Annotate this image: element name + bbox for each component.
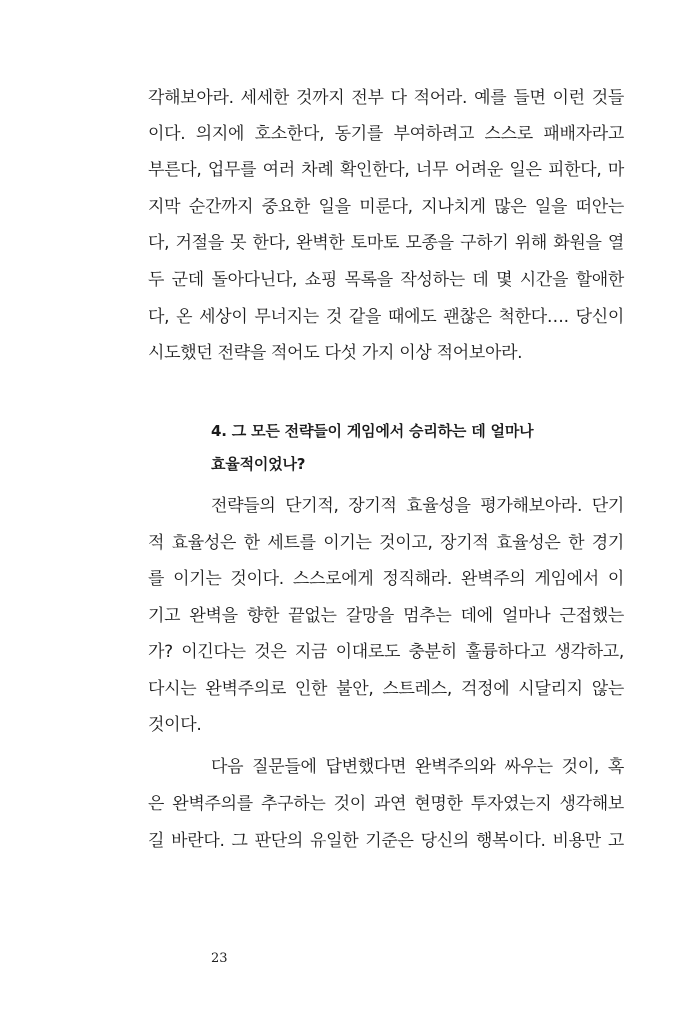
body-text-line: 이다. 의지에 호소한다, 동기를 부여하려고 스스로 패배자라고 xyxy=(148,124,624,144)
body-text-line: 각해보아라. 세세한 것까지 전부 다 적어라. 예를 들면 이런 것들 xyxy=(148,88,624,108)
body-text-line: 두 군데 돌아다닌다, 쇼핑 목록을 작성하는 데 몇 시간을 할애한 xyxy=(148,270,624,290)
page-number: 23 xyxy=(211,951,228,966)
body-text-line: 시도했던 전략을 적어도 다섯 가지 이상 적어보아라. xyxy=(148,343,523,363)
body-text-line: 를 이기는 것이다. 스스로에게 정직해라. 완벽주의 게임에서 이 xyxy=(148,569,624,589)
body-text-line: 은 완벽주의를 추구하는 것이 과연 현명한 투자였는지 생각해보 xyxy=(148,794,624,814)
body-text-line: 다음 질문들에 답변했다면 완벽주의와 싸우는 것이, 혹 xyxy=(211,757,624,777)
body-text-line: 길 바란다. 그 판단의 유일한 기준은 당신의 행복이다. 비용만 고 xyxy=(148,831,624,851)
body-text-line: 지막 순간까지 중요한 일을 미룬다, 지나치게 많은 일을 떠안는 xyxy=(148,197,624,217)
body-text-line: 것이다. xyxy=(148,715,202,735)
body-text-line: 다, 거절을 못 한다, 완벽한 토마토 모종을 구하기 위해 화원을 열 xyxy=(148,233,624,253)
body-text-line: 적 효율성은 한 세트를 이기는 것이고, 장기적 효율성은 한 경기 xyxy=(148,533,624,553)
body-text-line: 기고 완벽을 향한 끝없는 갈망을 멈추는 데에 얼마나 근접했는 xyxy=(148,606,624,626)
body-text-line: 다시는 완벽주의로 인한 불안, 스트레스, 걱정에 시달리지 않는 xyxy=(148,679,624,699)
body-text-line: 다, 온 세상이 무너지는 것 같을 때에도 괜찮은 척한다…. 당신이 xyxy=(148,307,624,327)
section-heading-line-2: 효율적이었나? xyxy=(211,455,306,473)
body-text-line: 전략들의 단기적, 장기적 효율성을 평가해보아라. 단기 xyxy=(211,496,624,516)
body-text-line: 부른다, 업무를 여러 차례 확인한다, 너무 어려운 일은 피한다, 마 xyxy=(148,160,624,180)
body-text-line: 가? 이긴다는 것은 지금 이대로도 충분히 훌륭하다고 생각하고, xyxy=(148,642,624,662)
section-heading-line-1: 4. 그 모든 전략들이 게임에서 승리하는 데 얼마나 xyxy=(211,422,534,440)
